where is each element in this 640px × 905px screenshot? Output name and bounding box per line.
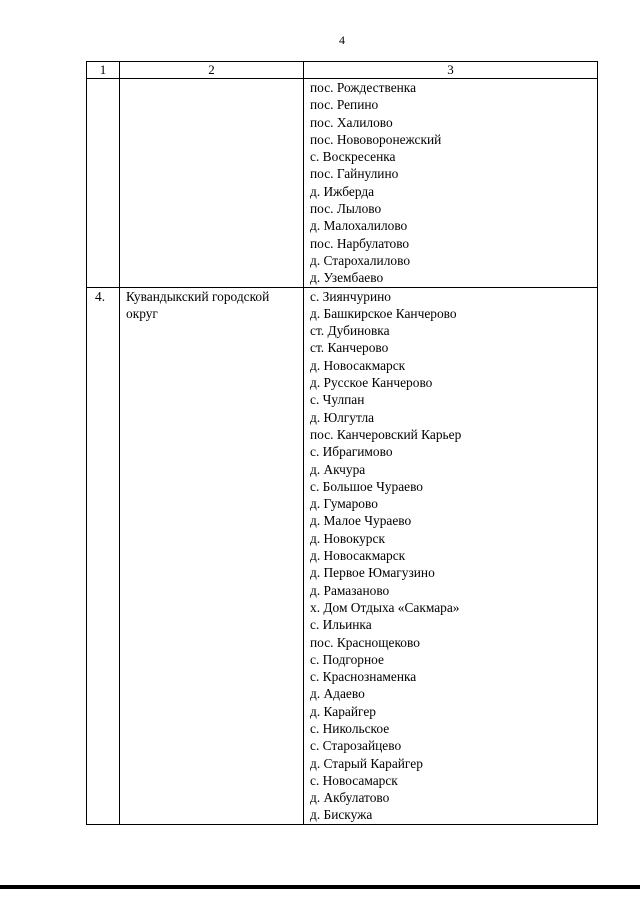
row-number-cell (87, 287, 120, 824)
settlement-item: с. Большое Чураево (310, 478, 424, 494)
settlement-item: пос. Краснощеково (310, 634, 420, 650)
settlement-item: д. Башкирское Канчерово (310, 305, 457, 321)
settlement-item: д. Старый Карайгер (310, 755, 423, 771)
settlement-item: д. Карайгер (310, 703, 376, 719)
row-number-cell (87, 79, 120, 288)
settlement-item: пос. Рождественка (310, 80, 417, 95)
settlement-item: д. Адаево (310, 686, 365, 702)
settlement-item: д. Акчура (310, 461, 366, 477)
settlements-cell (304, 79, 598, 288)
settlement-item: д. Новосакмарск (310, 357, 406, 373)
settlement-item: с. Подгорное (310, 651, 384, 667)
settlement-item: пос. Репино (310, 97, 379, 113)
settlements-cell (304, 287, 598, 824)
settlement-item: пос. Канчеровский Карьер (310, 426, 462, 442)
settlement-item: с. Ильинка (310, 617, 372, 633)
settlement-item: с. Новосамарск (310, 772, 398, 788)
bottom-rule (0, 885, 640, 889)
settlement-item: пос. Нарбулатово (310, 235, 410, 251)
header-col-3: 3 (304, 62, 598, 79)
settlement-item: д. Малое Чураево (310, 513, 412, 529)
settlement-item: х. Дом Отдыха «Сакмара» (310, 599, 460, 615)
settlement-item: с. Ибрагимово (310, 444, 393, 460)
settlement-item: с. Никольское (310, 720, 390, 736)
settlement-item: с. Старозайцево (310, 738, 402, 754)
table-row (87, 79, 598, 288)
table-header-row (87, 62, 598, 79)
table-row (87, 287, 598, 824)
settlement-item: д. Рамазаново (310, 582, 390, 598)
settlements-table (86, 61, 598, 825)
header-col-2: 2 (120, 62, 304, 79)
settlement-item: д. Узембаево (310, 270, 384, 286)
settlement-item: пос. Лылово (310, 201, 382, 217)
settlement-item: д. Новосакмарск (310, 548, 406, 564)
settlement-item: д. Юлгутла (310, 409, 375, 425)
settlement-item: д. Первое Юмагузино (310, 565, 435, 581)
district-name-cell (120, 287, 304, 824)
page-number: 4 (339, 33, 345, 47)
settlement-item: д. Малохалилово (310, 218, 408, 234)
settlement-item: с. Воскресенка (310, 149, 396, 165)
settlement-item: ст. Канчерово (310, 340, 389, 356)
settlement-item: д. Русское Канчерово (310, 375, 433, 391)
settlement-item: д. Ижберда (310, 183, 375, 199)
settlement-item: пос. Халилово (310, 114, 393, 130)
settlement-list (304, 288, 597, 824)
settlement-item: д. Новокурск (310, 530, 385, 546)
settlement-list (304, 79, 597, 287)
settlement-item: д. Гумарово (310, 496, 378, 512)
row-number: 4. (95, 288, 106, 304)
settlement-item: д. Старохалилово (310, 252, 411, 268)
settlement-item: пос. Нововоронежский (310, 131, 442, 147)
settlement-item: пос. Гайнулино (310, 166, 399, 182)
settlement-item: ст. Дубиновка (310, 323, 390, 339)
header-col-1: 1 (87, 62, 120, 79)
settlement-item: д. Бискужа (310, 807, 373, 823)
settlement-item: с. Краснознаменка (310, 669, 417, 685)
settlement-item: д. Акбулатово (310, 790, 390, 806)
district-name-cell (120, 79, 304, 288)
settlement-item: с. Зиянчурино (310, 288, 391, 304)
district-name: Кувандыкский городской округ (126, 288, 270, 321)
settlement-item: с. Чулпан (310, 392, 365, 408)
